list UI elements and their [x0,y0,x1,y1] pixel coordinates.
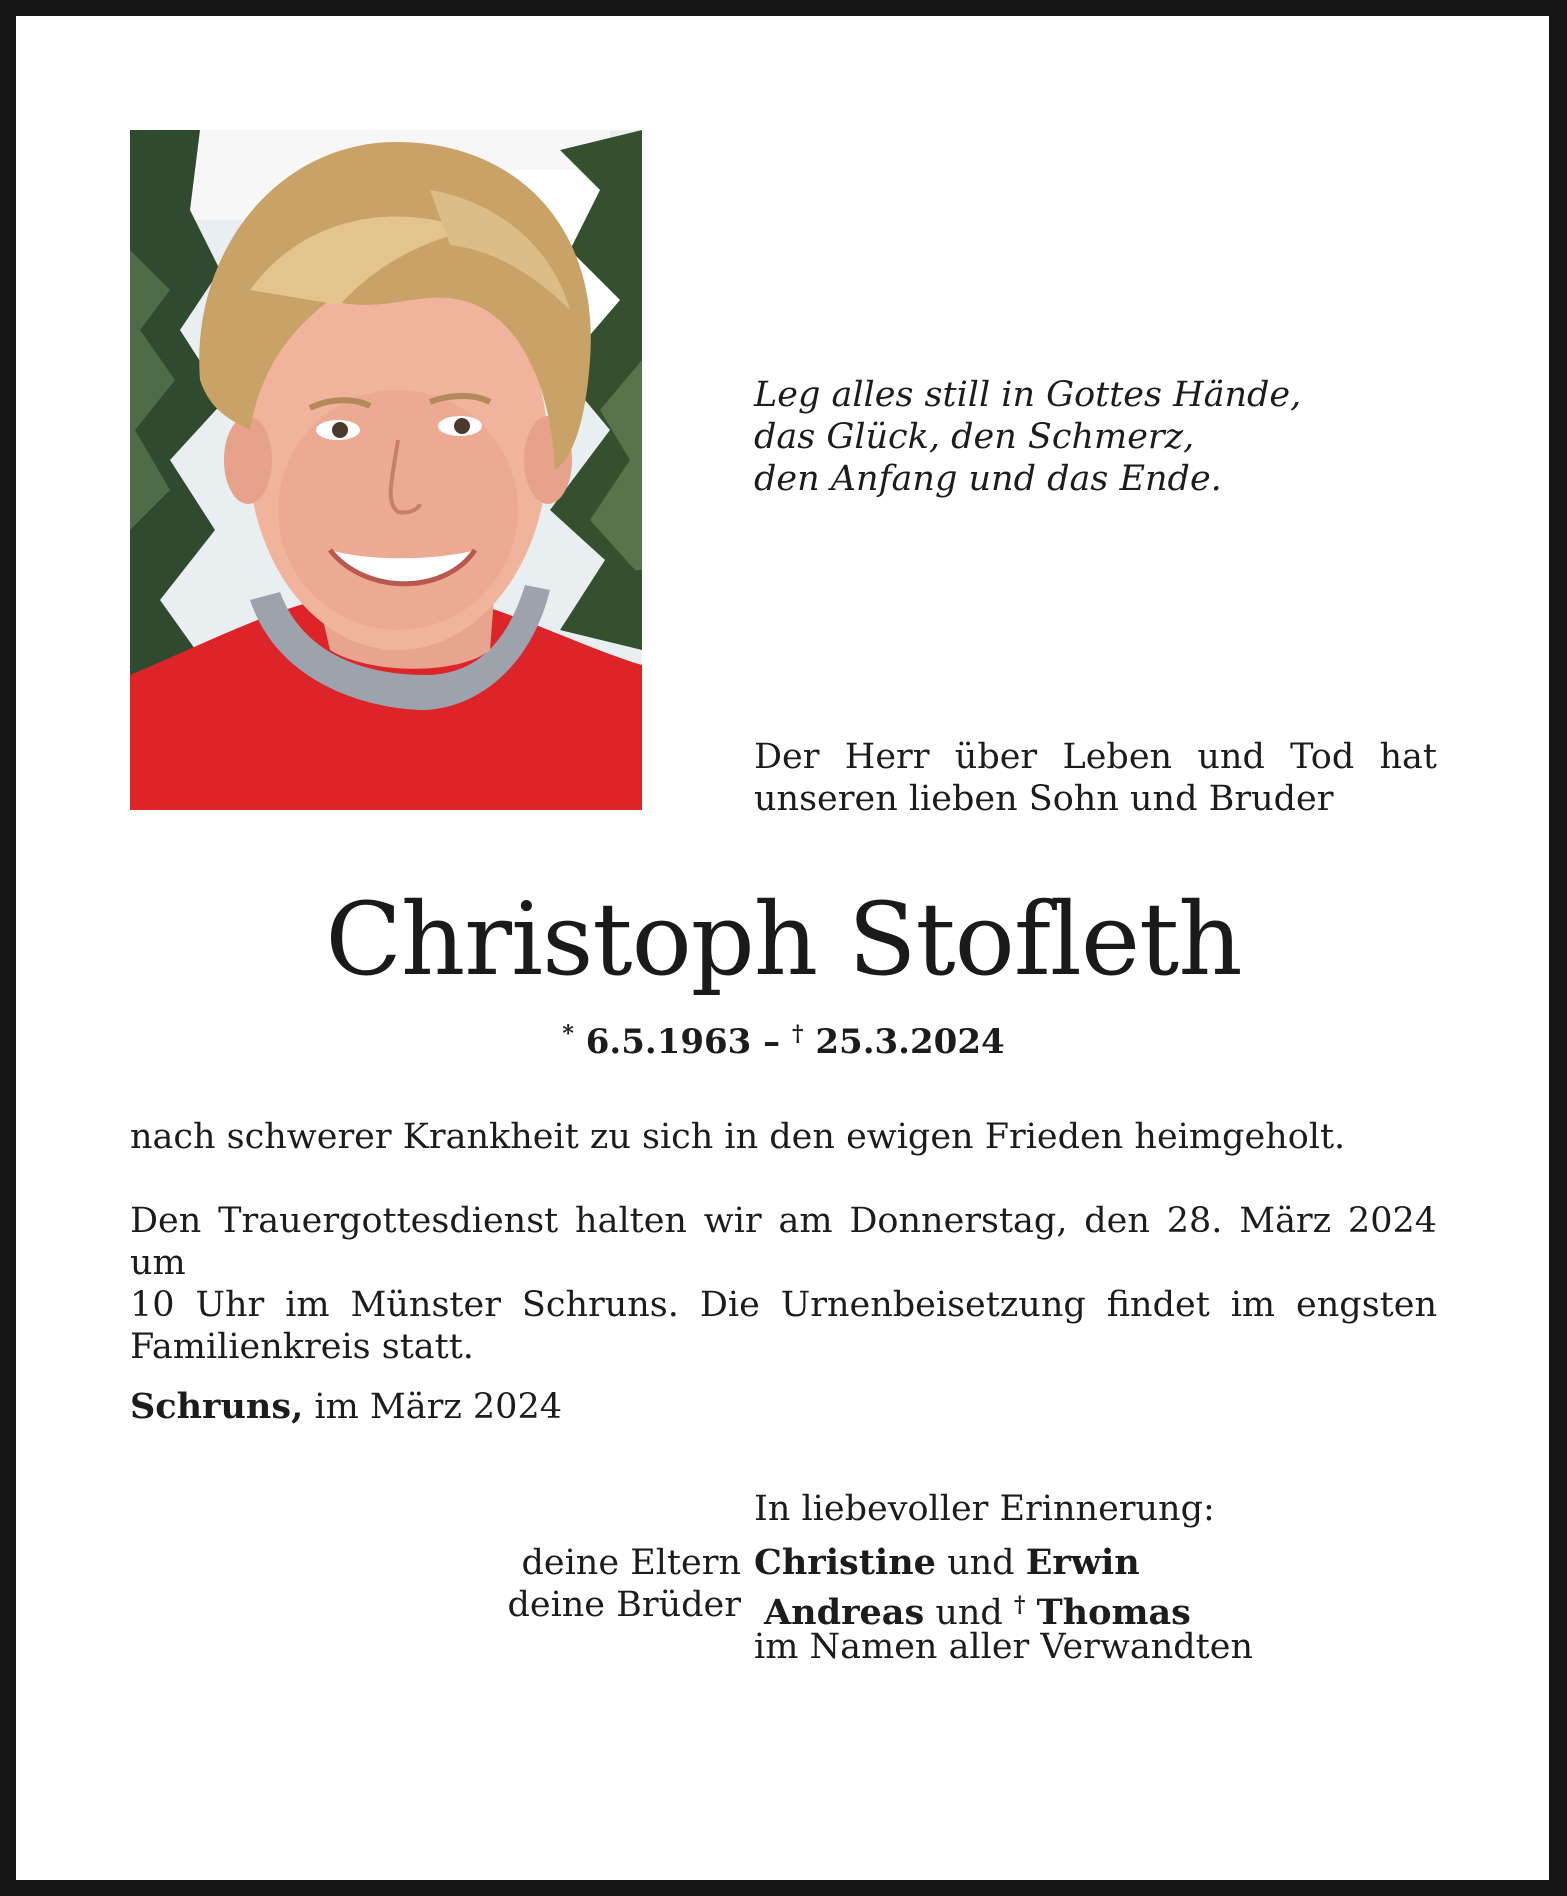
paragraph-peace: nach schwerer Krankheit zu sich in den ewigen Frieden heimgeholt. [130,1117,1346,1157]
place-month: im März 2024 [314,1387,562,1427]
death-date: 25.3.2024 [815,1022,1005,1062]
memory-heading: In liebevoller Erinnerung: [754,1489,1215,1529]
service-line: Familienkreis statt. [130,1327,474,1367]
deceased-symbol: † [1013,1592,1026,1618]
death-symbol: † [792,1021,804,1047]
place-town: Schruns, [130,1386,304,1427]
birth-symbol: * [562,1021,574,1047]
intro-text [754,736,1437,820]
parents-names [754,1542,1140,1584]
deceased-name: Christoph Stofleth [325,881,1242,998]
brother-name: Andreas [764,1592,925,1633]
conjunction: und [947,1543,1015,1583]
service-line: 10 Uhr im Münster Schruns. Die Urnenbeisetzung findet im engsten [130,1285,1437,1325]
parent-name: Erwin [1025,1542,1140,1583]
portrait-image [130,130,642,810]
conjunction: und [935,1593,1003,1633]
intro-line: unseren lieben Sohn und Bruder [754,779,1334,819]
closing-text: im Namen aller Verwandten [754,1627,1253,1667]
place-date [130,1386,562,1428]
parent-name: Christine [754,1542,936,1583]
paragraph-service [130,1200,1437,1368]
brothers-label: deine Brüder [507,1585,741,1625]
verse [754,374,1301,500]
verse-line: das Glück, den Schmerz, [754,417,1195,457]
life-dates [0,1012,1567,1064]
service-line: Den Trauergottesdienst halten wir am Donnerstag, den 28. März 2024 um [130,1201,1437,1283]
date-separator: – [763,1022,781,1062]
verse-line: den Anfang und das Ende. [754,459,1222,499]
brother-name: Thomas [1036,1592,1191,1633]
portrait-photo [130,130,642,810]
parents-label: deine Eltern [521,1543,741,1583]
verse-line: Leg alles still in Gottes Hände, [754,375,1302,415]
intro-line: Der Herr über Leben und Tod hat [754,737,1437,777]
birth-date: 6.5.1963 [585,1022,752,1062]
